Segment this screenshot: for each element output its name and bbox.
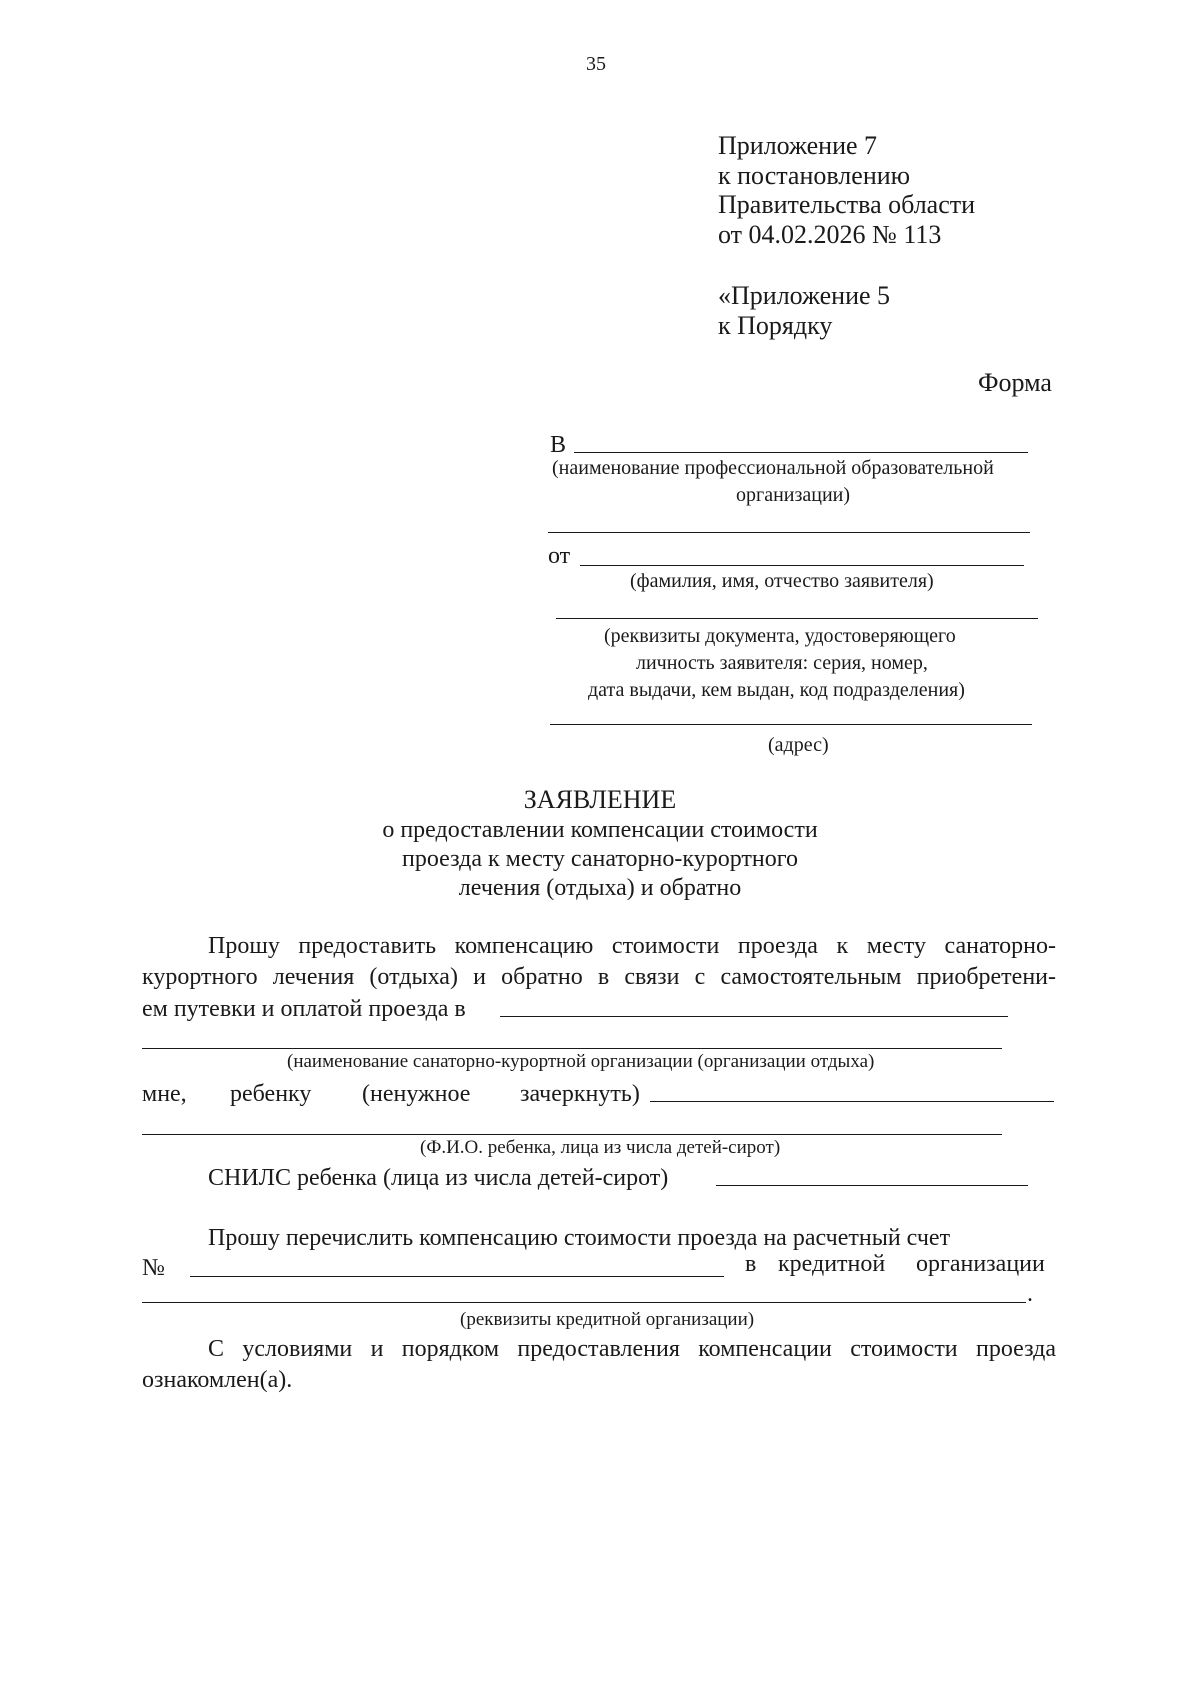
appendix-line-3: Правительства области bbox=[718, 190, 976, 219]
bank-hint: (реквизиты кредитной организации) bbox=[460, 1309, 755, 1330]
acknowledge-line-1: С условиями и порядком предоставления компенсации стоимости проезда bbox=[208, 1336, 1056, 1362]
form-label: Форма bbox=[978, 368, 1052, 397]
for-child: ребенку bbox=[230, 1081, 312, 1107]
title-sub-1: о предоставлении компенсации стоимости bbox=[382, 817, 818, 843]
to-prefix: В bbox=[550, 432, 567, 458]
strike-note-2: зачеркнуть) bbox=[520, 1081, 640, 1107]
sanatorium-line bbox=[500, 1016, 1008, 1017]
sanatorium-hint: (наименование санаторно-курортной организации (организации отдыха) bbox=[287, 1051, 875, 1072]
transfer-line-1: Прошу перечислить компенсацию стоимости проезда на расчетный счет bbox=[208, 1225, 951, 1251]
child-hint: (Ф.И.О. ребенка, лица из числа детей-сирот) bbox=[420, 1137, 781, 1158]
appendix-line-6: к Порядку bbox=[718, 311, 833, 340]
page-number: 35 bbox=[586, 53, 606, 75]
applicant-name-line bbox=[580, 565, 1024, 566]
appendix-line-2: к постановлению bbox=[718, 161, 911, 190]
request-line-1: Прошу предоставить компенсацию стоимости проезда к месту санаторно- bbox=[208, 933, 1056, 959]
appendix-line-1: Приложение 7 bbox=[718, 131, 878, 160]
credit-word: кредитной bbox=[778, 1251, 886, 1277]
title-sub-3: лечения (отдыха) и обратно bbox=[458, 875, 742, 901]
organization-word: организации bbox=[916, 1251, 1045, 1277]
account-number-line bbox=[190, 1276, 724, 1277]
id-document-line bbox=[556, 618, 1038, 619]
doc-hint-3: дата выдачи, кем выдан, код подразделения) bbox=[588, 679, 965, 701]
from-prefix: от bbox=[548, 543, 571, 569]
acknowledge-line-2: ознакомлен(а). bbox=[142, 1367, 293, 1393]
org-hint-2: организации) bbox=[736, 484, 851, 506]
number-sign: № bbox=[142, 1255, 165, 1281]
address-line bbox=[550, 724, 1032, 725]
in-word: в bbox=[745, 1251, 757, 1277]
request-line-2: курортного лечения (отдыха) и обратно в связи с самостоятельным приобретени- bbox=[142, 964, 1056, 990]
snils-label: СНИЛС ребенка (лица из числа детей-сирот) bbox=[208, 1165, 669, 1191]
document-title: ЗАЯВЛЕНИЕ bbox=[523, 785, 677, 814]
for-me: мне, bbox=[142, 1081, 187, 1107]
appendix-line-5: «Приложение 5 bbox=[718, 281, 891, 310]
org-name-line-2 bbox=[548, 532, 1030, 533]
fio-hint: (фамилия, имя, отчество заявителя) bbox=[630, 570, 934, 592]
doc-hint-1: (реквизиты документа, удостоверяющего bbox=[604, 625, 956, 647]
bank-details-line bbox=[142, 1302, 1026, 1303]
title-sub-2: проезда к месту санаторно-курортного bbox=[402, 846, 798, 872]
period: . bbox=[1027, 1281, 1033, 1307]
snils-line bbox=[716, 1185, 1028, 1186]
appendix-line-4: от 04.02.2026 № 113 bbox=[718, 220, 942, 249]
request-line-3: ем путевки и оплатой проезда в bbox=[142, 996, 466, 1022]
org-name-line bbox=[574, 452, 1028, 453]
doc-hint-2: личность заявителя: серия, номер, bbox=[636, 652, 928, 674]
recipient-line bbox=[650, 1101, 1054, 1102]
org-hint-1: (наименование профессиональной образовательной bbox=[552, 457, 994, 479]
address-hint: (адрес) bbox=[768, 734, 829, 756]
strike-note-1: (ненужное bbox=[362, 1081, 471, 1107]
